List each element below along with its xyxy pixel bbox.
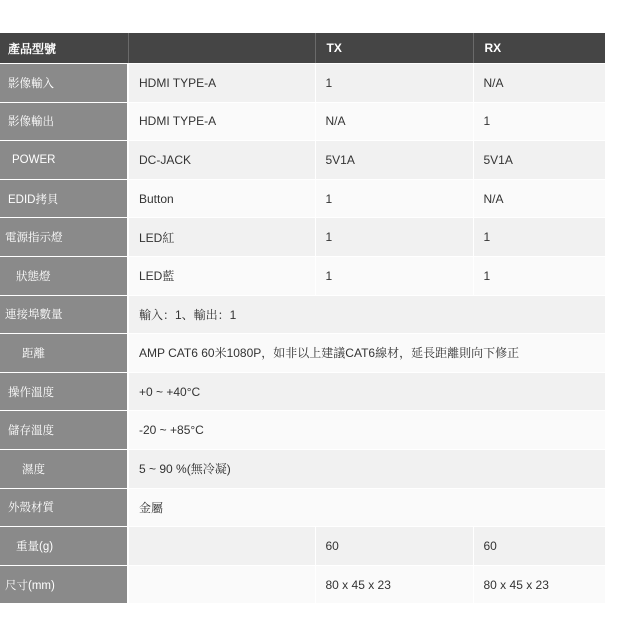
cell-interface: LED藍 xyxy=(128,256,315,295)
cell-rx: N/A xyxy=(473,179,605,218)
row-label: 影像輸入 xyxy=(0,64,128,103)
row-storage-temp xyxy=(0,411,605,450)
row-housing xyxy=(0,488,605,527)
cell-value: 金屬 xyxy=(128,488,605,527)
row-label: POWER xyxy=(0,141,128,180)
row-operating-temp xyxy=(0,372,605,411)
row-label: 濕度 xyxy=(0,449,128,488)
cell-value: -20 ~ +85°C xyxy=(128,411,605,450)
row-video-input xyxy=(0,64,605,103)
cell-tx: 1 xyxy=(315,218,473,257)
cell-tx: 1 xyxy=(315,64,473,103)
row-weight xyxy=(0,527,605,566)
cell-value: 輸入：1、輸出：1 xyxy=(128,295,605,334)
row-port-count xyxy=(0,295,605,334)
header-tx: TX xyxy=(315,33,473,64)
cell-interface: DC-JACK xyxy=(128,141,315,180)
cell-interface: HDMI TYPE-A xyxy=(128,64,315,103)
cell-interface: HDMI TYPE-A xyxy=(128,102,315,141)
cell-interface xyxy=(128,565,315,604)
header-blank xyxy=(128,33,315,64)
row-label: 重量(g) xyxy=(0,527,128,566)
spec-table xyxy=(0,33,606,604)
cell-rx: N/A xyxy=(473,64,605,103)
row-power xyxy=(0,141,605,180)
row-humidity xyxy=(0,449,605,488)
cell-rx: 60 xyxy=(473,527,605,566)
cell-tx: 5V1A xyxy=(315,141,473,180)
cell-tx: N/A xyxy=(315,102,473,141)
cell-tx: 1 xyxy=(315,179,473,218)
cell-rx: 1 xyxy=(473,218,605,257)
row-label: 影像輸出 xyxy=(0,102,128,141)
row-video-output xyxy=(0,102,605,141)
row-label: 電源指示燈 xyxy=(0,218,128,257)
row-dimensions xyxy=(0,565,605,604)
row-power-led xyxy=(0,218,605,257)
row-status-led xyxy=(0,256,605,295)
cell-tx: 60 xyxy=(315,527,473,566)
row-label: 連接埠數量 xyxy=(0,295,128,334)
row-label: 操作溫度 xyxy=(0,372,128,411)
cell-rx: 5V1A xyxy=(473,141,605,180)
row-edid xyxy=(0,179,605,218)
cell-value: +0 ~ +40°C xyxy=(128,372,605,411)
cell-rx: 80 x 45 x 23 xyxy=(473,565,605,604)
cell-interface xyxy=(128,527,315,566)
cell-tx: 80 x 45 x 23 xyxy=(315,565,473,604)
row-label: 尺寸(mm) xyxy=(0,565,128,604)
row-label: EDID拷貝 xyxy=(0,179,128,218)
cell-rx: 1 xyxy=(473,102,605,141)
header-rx: RX xyxy=(473,33,605,64)
header-model: 產品型號 xyxy=(0,33,128,64)
cell-tx: 1 xyxy=(315,256,473,295)
header-row xyxy=(0,33,605,64)
row-label: 狀態燈 xyxy=(0,256,128,295)
row-label: 儲存溫度 xyxy=(0,411,128,450)
row-label: 外殼材質 xyxy=(0,488,128,527)
cell-value: 5 ~ 90 %(無冷凝) xyxy=(128,449,605,488)
row-distance xyxy=(0,334,605,373)
cell-interface: Button xyxy=(128,179,315,218)
row-label: 距離 xyxy=(0,334,128,373)
cell-rx: 1 xyxy=(473,256,605,295)
cell-value: AMP CAT6 60米1080P，如非以上建議CAT6線材，延長距離則向下修正 xyxy=(128,334,605,373)
cell-interface: LED紅 xyxy=(128,218,315,257)
